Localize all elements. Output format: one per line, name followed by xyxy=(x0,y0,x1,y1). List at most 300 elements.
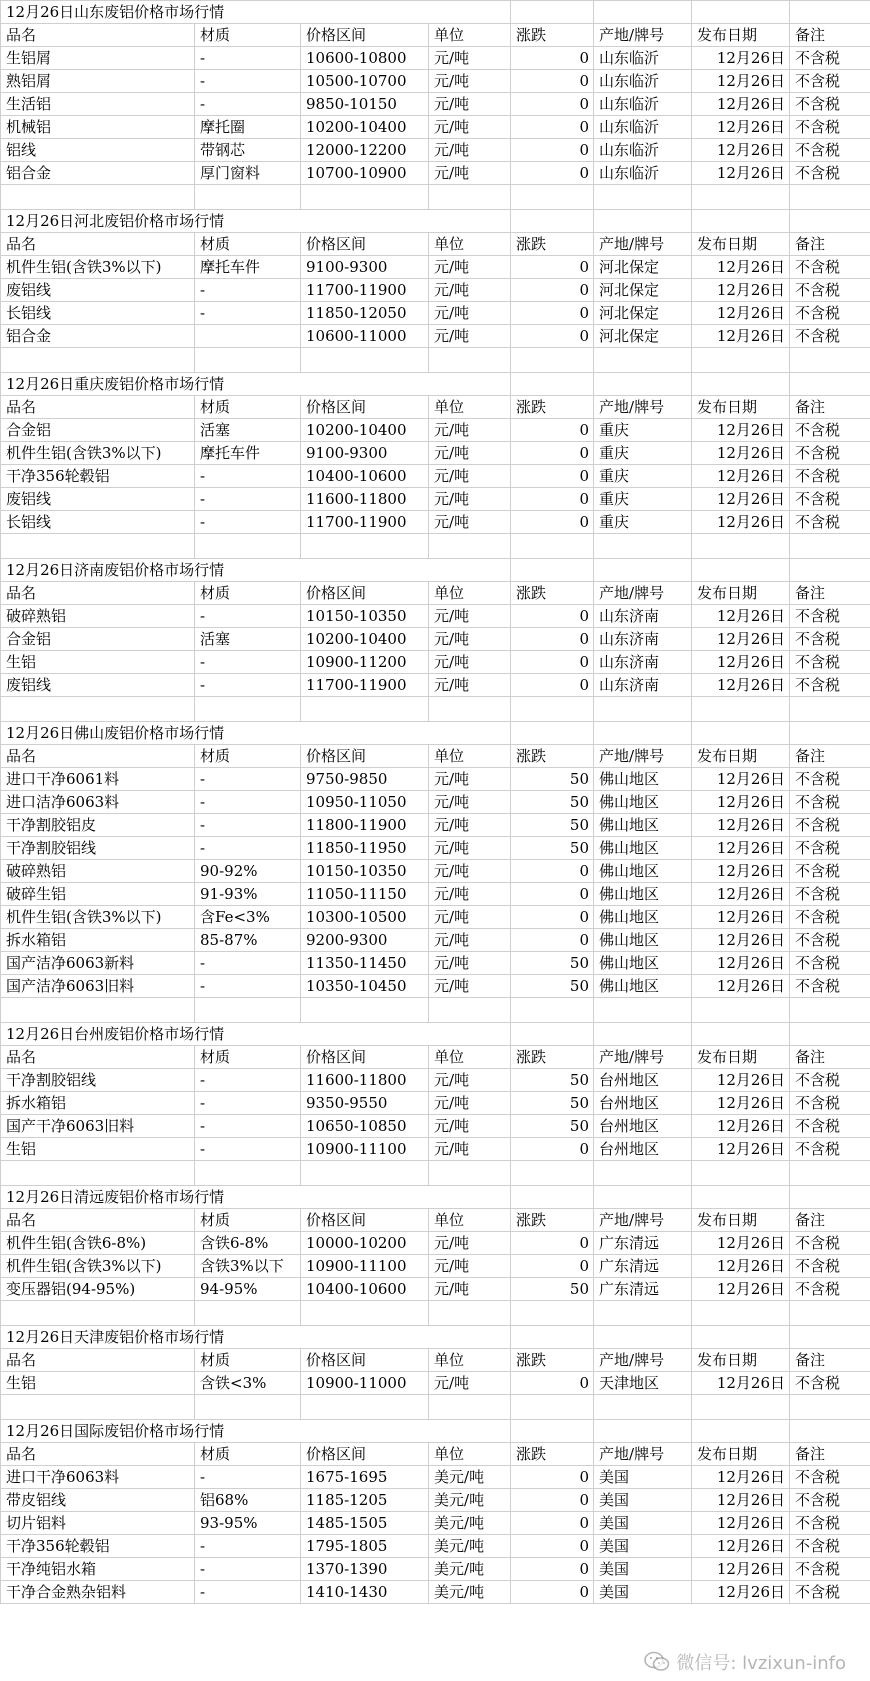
empty-cell xyxy=(790,1420,870,1443)
empty-cell xyxy=(511,348,594,373)
empty-cell xyxy=(429,559,511,582)
column-header: 备注 xyxy=(790,396,870,419)
cell-material: 带钢芯 xyxy=(195,139,301,162)
column-header: 品名 xyxy=(1,233,195,256)
cell-change: 50 xyxy=(511,1278,594,1301)
cell-date: 12月26日 xyxy=(692,325,790,348)
cell-change: 0 xyxy=(511,605,594,628)
cell-origin: 山东济南 xyxy=(594,651,692,674)
cell-material: - xyxy=(195,1558,301,1581)
column-header: 产地/牌号 xyxy=(594,1209,692,1232)
cell-change: 0 xyxy=(511,883,594,906)
blank-row xyxy=(1,1301,870,1326)
cell-material: 活塞 xyxy=(195,628,301,651)
column-header: 涨跌 xyxy=(511,1046,594,1069)
empty-cell xyxy=(790,348,870,373)
cell-origin: 重庆 xyxy=(594,488,692,511)
table-row xyxy=(1,47,870,70)
cell-date: 12月26日 xyxy=(692,419,790,442)
cell-price-range: 10700-10900 xyxy=(301,162,429,185)
cell-price-range: 12000-12200 xyxy=(301,139,429,162)
cell-date: 12月26日 xyxy=(692,975,790,998)
empty-cell xyxy=(594,1,692,24)
cell-material: 铝68% xyxy=(195,1489,301,1512)
cell-note: 不含税 xyxy=(790,651,870,674)
empty-cell xyxy=(1,1301,195,1326)
empty-cell xyxy=(511,185,594,210)
cell-note: 不含税 xyxy=(790,605,870,628)
cell-unit: 元/吨 xyxy=(429,674,511,697)
cell-price-range: 9750-9850 xyxy=(301,768,429,791)
column-header: 发布日期 xyxy=(692,1209,790,1232)
empty-cell xyxy=(429,1023,511,1046)
cell-name: 干净割胶铝线 xyxy=(1,837,195,860)
table-row xyxy=(1,1278,870,1301)
empty-cell xyxy=(692,1023,790,1046)
cell-name: 干净纯铝水箱 xyxy=(1,1558,195,1581)
watermark xyxy=(644,1649,846,1675)
column-header: 单位 xyxy=(429,582,511,605)
column-header: 产地/牌号 xyxy=(594,24,692,47)
cell-name: 破碎生铝 xyxy=(1,883,195,906)
cell-unit: 元/吨 xyxy=(429,1092,511,1115)
cell-date: 12月26日 xyxy=(692,651,790,674)
cell-note: 不含税 xyxy=(790,1138,870,1161)
empty-cell xyxy=(511,1420,594,1443)
empty-cell xyxy=(594,210,692,233)
empty-cell xyxy=(511,998,594,1023)
cell-name: 干净356轮毂铝 xyxy=(1,1535,195,1558)
cell-material: - xyxy=(195,1092,301,1115)
cell-origin: 重庆 xyxy=(594,419,692,442)
cell-price-range: 10600-11000 xyxy=(301,325,429,348)
cell-name: 进口洁净6063料 xyxy=(1,791,195,814)
column-header: 涨跌 xyxy=(511,396,594,419)
cell-note: 不含税 xyxy=(790,628,870,651)
cell-date: 12月26日 xyxy=(692,791,790,814)
table-row xyxy=(1,1512,870,1535)
cell-change: 0 xyxy=(511,162,594,185)
empty-cell xyxy=(429,1,511,24)
cell-change: 0 xyxy=(511,929,594,952)
empty-cell xyxy=(790,998,870,1023)
empty-cell xyxy=(511,210,594,233)
cell-material: 摩托车件 xyxy=(195,442,301,465)
cell-unit: 元/吨 xyxy=(429,952,511,975)
cell-note: 不含税 xyxy=(790,93,870,116)
empty-cell xyxy=(790,534,870,559)
column-header: 涨跌 xyxy=(511,233,594,256)
cell-date: 12月26日 xyxy=(692,952,790,975)
empty-cell xyxy=(511,1395,594,1420)
cell-material: - xyxy=(195,1069,301,1092)
empty-cell xyxy=(790,1023,870,1046)
cell-origin: 天津地区 xyxy=(594,1372,692,1395)
cell-change: 0 xyxy=(511,139,594,162)
cell-date: 12月26日 xyxy=(692,162,790,185)
cell-date: 12月26日 xyxy=(692,93,790,116)
cell-note: 不含税 xyxy=(790,139,870,162)
cell-unit: 美元/吨 xyxy=(429,1535,511,1558)
table-row xyxy=(1,1232,870,1255)
cell-name: 拆水箱铝 xyxy=(1,1092,195,1115)
column-header: 涨跌 xyxy=(511,582,594,605)
column-header: 备注 xyxy=(790,582,870,605)
table-row xyxy=(1,325,870,348)
cell-note: 不含税 xyxy=(790,1115,870,1138)
cell-material: 91-93% xyxy=(195,883,301,906)
section-title-row xyxy=(1,373,870,396)
cell-price-range: 11850-12050 xyxy=(301,302,429,325)
column-header: 材质 xyxy=(195,745,301,768)
table-row xyxy=(1,1138,870,1161)
table-row xyxy=(1,419,870,442)
section-title: 12月26日佛山废铝价格市场行情 xyxy=(1,722,429,745)
empty-cell xyxy=(301,998,429,1023)
empty-cell xyxy=(1,998,195,1023)
cell-name: 破碎熟铝 xyxy=(1,605,195,628)
cell-note: 不含税 xyxy=(790,791,870,814)
section-title: 12月26日济南废铝价格市场行情 xyxy=(1,559,429,582)
header-row xyxy=(1,1443,870,1466)
cell-date: 12月26日 xyxy=(692,1466,790,1489)
empty-cell xyxy=(1,185,195,210)
cell-date: 12月26日 xyxy=(692,1115,790,1138)
empty-cell xyxy=(692,998,790,1023)
column-header: 价格区间 xyxy=(301,582,429,605)
cell-change: 0 xyxy=(511,279,594,302)
table-row xyxy=(1,93,870,116)
cell-name: 机件生铝(含铁3%以下) xyxy=(1,1255,195,1278)
empty-cell xyxy=(790,210,870,233)
empty-cell xyxy=(195,348,301,373)
empty-cell xyxy=(429,1420,511,1443)
blank-row xyxy=(1,348,870,373)
cell-name: 熟铝屑 xyxy=(1,70,195,93)
cell-material: - xyxy=(195,1535,301,1558)
cell-origin: 美国 xyxy=(594,1581,692,1604)
cell-note: 不含税 xyxy=(790,279,870,302)
empty-cell xyxy=(594,534,692,559)
cell-material: - xyxy=(195,70,301,93)
cell-origin: 佛山地区 xyxy=(594,791,692,814)
cell-material: 94-95% xyxy=(195,1278,301,1301)
cell-name: 国产洁净6063新料 xyxy=(1,952,195,975)
cell-unit: 元/吨 xyxy=(429,139,511,162)
cell-price-range: 11700-11900 xyxy=(301,511,429,534)
column-header: 备注 xyxy=(790,1209,870,1232)
cell-unit: 元/吨 xyxy=(429,325,511,348)
empty-cell xyxy=(301,1395,429,1420)
cell-material: - xyxy=(195,605,301,628)
cell-material: - xyxy=(195,93,301,116)
cell-name: 废铝线 xyxy=(1,674,195,697)
section-title-row xyxy=(1,1186,870,1209)
empty-cell xyxy=(594,697,692,722)
cell-origin: 河北保定 xyxy=(594,325,692,348)
empty-cell xyxy=(511,1186,594,1209)
cell-note: 不含税 xyxy=(790,1512,870,1535)
cell-name: 干净割胶铝线 xyxy=(1,1069,195,1092)
cell-change: 0 xyxy=(511,906,594,929)
table-row xyxy=(1,139,870,162)
cell-unit: 元/吨 xyxy=(429,302,511,325)
cell-note: 不含税 xyxy=(790,674,870,697)
cell-unit: 元/吨 xyxy=(429,442,511,465)
cell-origin: 重庆 xyxy=(594,442,692,465)
blank-row xyxy=(1,185,870,210)
section-title: 12月26日河北废铝价格市场行情 xyxy=(1,210,429,233)
empty-cell xyxy=(594,1326,692,1349)
cell-material: - xyxy=(195,814,301,837)
empty-cell xyxy=(790,1326,870,1349)
cell-date: 12月26日 xyxy=(692,929,790,952)
cell-material: - xyxy=(195,1138,301,1161)
cell-origin: 美国 xyxy=(594,1512,692,1535)
cell-origin: 山东济南 xyxy=(594,628,692,651)
cell-origin: 台州地区 xyxy=(594,1092,692,1115)
empty-cell xyxy=(429,348,511,373)
empty-cell xyxy=(301,697,429,722)
column-header: 价格区间 xyxy=(301,1443,429,1466)
cell-note: 不含税 xyxy=(790,1535,870,1558)
cell-origin: 佛山地区 xyxy=(594,975,692,998)
empty-cell xyxy=(790,722,870,745)
table-row xyxy=(1,162,870,185)
cell-price-range: 9200-9300 xyxy=(301,929,429,952)
cell-unit: 美元/吨 xyxy=(429,1581,511,1604)
cell-origin: 山东临沂 xyxy=(594,116,692,139)
empty-cell xyxy=(429,1326,511,1349)
cell-change: 50 xyxy=(511,814,594,837)
cell-date: 12月26日 xyxy=(692,814,790,837)
empty-cell xyxy=(511,1326,594,1349)
column-header: 备注 xyxy=(790,1443,870,1466)
cell-material: - xyxy=(195,1581,301,1604)
column-header: 材质 xyxy=(195,1349,301,1372)
table-row xyxy=(1,1115,870,1138)
cell-material: 含铁3%以下 xyxy=(195,1255,301,1278)
column-header: 产地/牌号 xyxy=(594,1046,692,1069)
header-row xyxy=(1,24,870,47)
cell-date: 12月26日 xyxy=(692,116,790,139)
empty-cell xyxy=(692,1395,790,1420)
cell-unit: 美元/吨 xyxy=(429,1558,511,1581)
table-row xyxy=(1,952,870,975)
empty-cell xyxy=(790,373,870,396)
empty-cell xyxy=(790,697,870,722)
section-title: 12月26日天津废铝价格市场行情 xyxy=(1,1326,429,1349)
cell-unit: 元/吨 xyxy=(429,768,511,791)
empty-cell xyxy=(195,697,301,722)
table-row xyxy=(1,70,870,93)
cell-date: 12月26日 xyxy=(692,837,790,860)
cell-note: 不含税 xyxy=(790,1232,870,1255)
column-header: 涨跌 xyxy=(511,1443,594,1466)
section-title: 12月26日山东废铝价格市场行情 xyxy=(1,1,429,24)
cell-unit: 元/吨 xyxy=(429,1069,511,1092)
cell-name: 废铝线 xyxy=(1,488,195,511)
column-header: 发布日期 xyxy=(692,582,790,605)
column-header: 品名 xyxy=(1,1349,195,1372)
empty-cell xyxy=(692,534,790,559)
table-row xyxy=(1,791,870,814)
cell-price-range: 10900-11100 xyxy=(301,1255,429,1278)
cell-unit: 元/吨 xyxy=(429,47,511,70)
cell-unit: 元/吨 xyxy=(429,1138,511,1161)
cell-material: 含铁6-8% xyxy=(195,1232,301,1255)
cell-unit: 元/吨 xyxy=(429,883,511,906)
empty-cell xyxy=(594,1186,692,1209)
cell-change: 0 xyxy=(511,860,594,883)
cell-unit: 元/吨 xyxy=(429,256,511,279)
cell-change: 0 xyxy=(511,442,594,465)
column-header: 单位 xyxy=(429,1209,511,1232)
cell-name: 铝合金 xyxy=(1,325,195,348)
cell-origin: 山东临沂 xyxy=(594,139,692,162)
empty-cell xyxy=(511,697,594,722)
column-header: 发布日期 xyxy=(692,1443,790,1466)
cell-name: 变压器铝(94-95%) xyxy=(1,1278,195,1301)
column-header: 单位 xyxy=(429,1349,511,1372)
cell-material: - xyxy=(195,952,301,975)
empty-cell xyxy=(429,373,511,396)
table-row xyxy=(1,1581,870,1604)
cell-note: 不含税 xyxy=(790,860,870,883)
table-row xyxy=(1,1255,870,1278)
column-header: 涨跌 xyxy=(511,745,594,768)
empty-cell xyxy=(195,1395,301,1420)
empty-cell xyxy=(790,559,870,582)
empty-cell xyxy=(1,348,195,373)
cell-change: 0 xyxy=(511,1255,594,1278)
cell-note: 不含税 xyxy=(790,1466,870,1489)
empty-cell xyxy=(594,559,692,582)
table-row xyxy=(1,975,870,998)
section-title-row xyxy=(1,1023,870,1046)
cell-price-range: 11600-11800 xyxy=(301,488,429,511)
empty-cell xyxy=(692,1420,790,1443)
empty-cell xyxy=(301,534,429,559)
cell-origin: 美国 xyxy=(594,1466,692,1489)
cell-change: 0 xyxy=(511,1232,594,1255)
empty-cell xyxy=(429,998,511,1023)
table-row xyxy=(1,511,870,534)
cell-date: 12月26日 xyxy=(692,1092,790,1115)
cell-price-range: 9100-9300 xyxy=(301,256,429,279)
header-row xyxy=(1,745,870,768)
column-header: 产地/牌号 xyxy=(594,745,692,768)
cell-price-range: 10350-10450 xyxy=(301,975,429,998)
table-row xyxy=(1,1372,870,1395)
cell-date: 12月26日 xyxy=(692,488,790,511)
cell-material: - xyxy=(195,1466,301,1489)
cell-change: 0 xyxy=(511,1558,594,1581)
empty-cell xyxy=(429,1186,511,1209)
cell-origin: 山东临沂 xyxy=(594,47,692,70)
empty-cell xyxy=(429,1301,511,1326)
empty-cell xyxy=(511,1,594,24)
cell-price-range: 9350-9550 xyxy=(301,1092,429,1115)
cell-material: - xyxy=(195,511,301,534)
empty-cell xyxy=(1,534,195,559)
table-row xyxy=(1,279,870,302)
column-header: 单位 xyxy=(429,1046,511,1069)
cell-name: 长铝线 xyxy=(1,302,195,325)
cell-note: 不含税 xyxy=(790,442,870,465)
column-header: 品名 xyxy=(1,1209,195,1232)
empty-cell xyxy=(195,185,301,210)
empty-cell xyxy=(692,1301,790,1326)
cell-date: 12月26日 xyxy=(692,1232,790,1255)
table-row xyxy=(1,605,870,628)
column-header: 单位 xyxy=(429,396,511,419)
column-header: 品名 xyxy=(1,745,195,768)
cell-price-range: 10150-10350 xyxy=(301,860,429,883)
table-row xyxy=(1,628,870,651)
cell-date: 12月26日 xyxy=(692,628,790,651)
section-title-row xyxy=(1,1,870,24)
header-row xyxy=(1,1046,870,1069)
cell-note: 不含税 xyxy=(790,1489,870,1512)
column-header: 发布日期 xyxy=(692,24,790,47)
cell-change: 0 xyxy=(511,47,594,70)
table-row xyxy=(1,442,870,465)
cell-name: 进口干净6061料 xyxy=(1,768,195,791)
cell-unit: 元/吨 xyxy=(429,814,511,837)
cell-name: 生铝屑 xyxy=(1,47,195,70)
cell-price-range: 11600-11800 xyxy=(301,1069,429,1092)
table-row xyxy=(1,302,870,325)
column-header: 材质 xyxy=(195,582,301,605)
empty-cell xyxy=(429,210,511,233)
cell-price-range: 1795-1805 xyxy=(301,1535,429,1558)
cell-name: 合金铝 xyxy=(1,419,195,442)
cell-change: 0 xyxy=(511,325,594,348)
cell-unit: 元/吨 xyxy=(429,70,511,93)
cell-material: 摩托圈 xyxy=(195,116,301,139)
column-header: 价格区间 xyxy=(301,233,429,256)
cell-unit: 元/吨 xyxy=(429,279,511,302)
column-header: 备注 xyxy=(790,24,870,47)
empty-cell xyxy=(195,1301,301,1326)
cell-note: 不含税 xyxy=(790,116,870,139)
cell-date: 12月26日 xyxy=(692,1069,790,1092)
column-header: 品名 xyxy=(1,396,195,419)
empty-cell xyxy=(511,1023,594,1046)
table-row xyxy=(1,906,870,929)
table-row xyxy=(1,1069,870,1092)
cell-material: - xyxy=(195,279,301,302)
cell-unit: 美元/吨 xyxy=(429,1512,511,1535)
cell-price-range: 1185-1205 xyxy=(301,1489,429,1512)
cell-unit: 元/吨 xyxy=(429,116,511,139)
empty-cell xyxy=(594,1023,692,1046)
cell-origin: 重庆 xyxy=(594,465,692,488)
column-header: 品名 xyxy=(1,1443,195,1466)
cell-material: 厚门窗料 xyxy=(195,162,301,185)
cell-date: 12月26日 xyxy=(692,70,790,93)
empty-cell xyxy=(594,1301,692,1326)
cell-unit: 元/吨 xyxy=(429,906,511,929)
cell-unit: 元/吨 xyxy=(429,605,511,628)
cell-change: 0 xyxy=(511,628,594,651)
cell-material: 含Fe<3% xyxy=(195,906,301,929)
cell-name: 铝线 xyxy=(1,139,195,162)
column-header: 产地/牌号 xyxy=(594,1443,692,1466)
empty-cell xyxy=(790,1395,870,1420)
section-title: 12月26日重庆废铝价格市场行情 xyxy=(1,373,429,396)
